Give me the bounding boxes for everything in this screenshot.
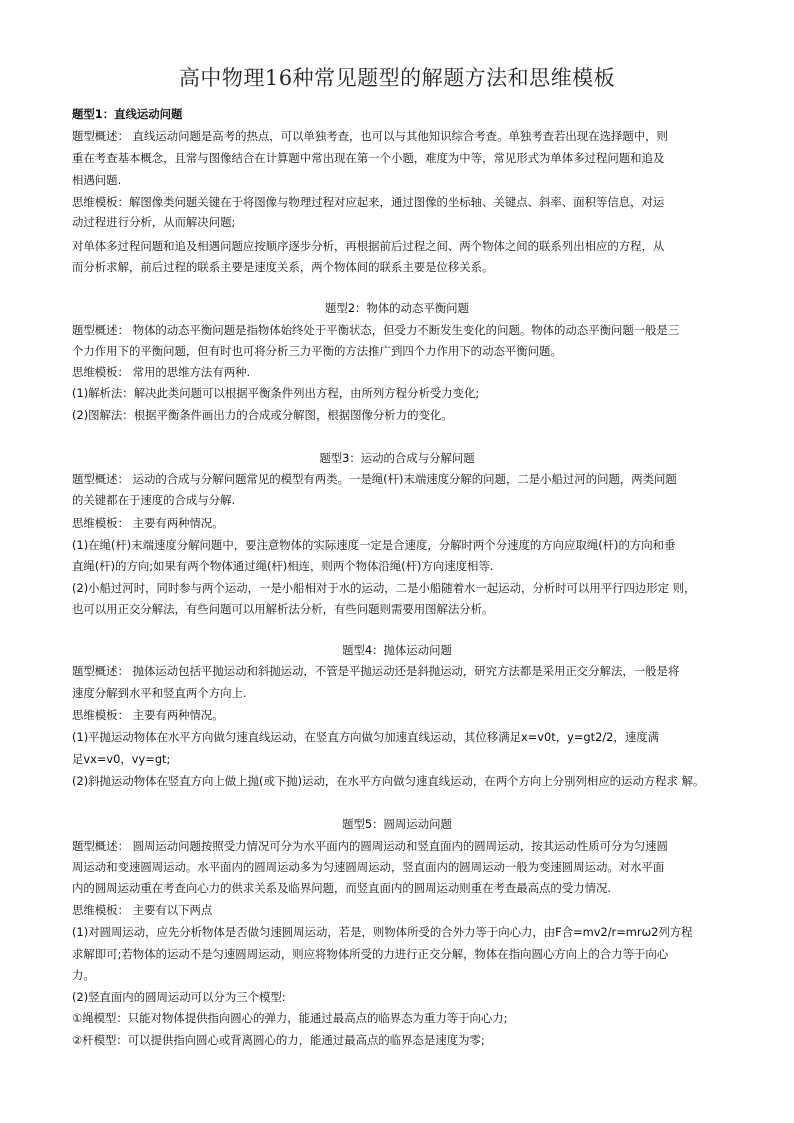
text-line: 思维模板：解图像类问题关键在于将图像与物理过程对应起来，通过图像的坐标轴、关键点、斜率、面积等信息，对运	[72, 195, 665, 209]
page-title: 高中物理16种常见题型的解题方法和思维模板	[178, 66, 616, 90]
text-line: ①绳模型：只能对物体提供指向圆心的弹力，能通过最高点的临界态为重力等于向心力;	[72, 1011, 508, 1025]
text-line: 周运动和变速圆周运动。水平面内的圆周运动多为匀速圆周运动，竖直面内的圆周运动一般为变速圆周运动。对水平面	[72, 860, 665, 874]
text-line: 内的圆周运动重在考查向心力的供求关系及临界问题，而竖直面内的圆周运动则重在考查最高点的受力情况.	[72, 881, 611, 895]
text-line: 动过程进行分析，从而解决问题;	[72, 215, 236, 229]
text-line: 也可以用正交分解法，有些问题可以用解析法分析，有些问题则需要用图解法分析。	[72, 602, 494, 616]
text-line: 相遇问题.	[72, 173, 122, 187]
text-line: ②杆模型：可以提供指向圆心或背离圆心的力，能通过最高点的临界态是速度为零;	[72, 1033, 485, 1047]
text-line: 直绳(杆)的方向;如果有两个物体通过绳(杆)相连，则两个物体沿绳(杆)方向速度相等.	[72, 559, 494, 573]
text-line: 题型概述： 抛体运动包括平抛运动和斜抛运动，不管是平抛运动还是斜抛运动，研究方法都是采用正交分解法，一般是将	[72, 664, 680, 678]
text-line: 题型概述： 物体的动态平衡问题是指物体始终处于平衡状态，但受力不断发生变化的问题。物体的动态平衡问题一般是三	[72, 323, 680, 337]
text-line: (2)竖直面内的圆周运动可以分为三个模型:	[72, 990, 286, 1004]
section-heading: 题型2：物体的动态平衡问题	[325, 301, 469, 315]
text-line: 思维模板： 主要有两种情况。	[72, 516, 224, 530]
text-line: 而分析求解，前后过程的联系主要是速度关系，两个物体间的联系主要是位移关系。	[72, 260, 494, 274]
text-line: 个力作用下的平衡问题，但有时也可将分析三力平衡的方法推广到四个力作用下的动态平衡问题。	[72, 344, 562, 358]
text-line: (2)小船过河时，同时参与两个运动，一是小船相对于水的运动，二是小船随着水一起运动，分析时可以用平行四边形定 则，	[72, 581, 696, 595]
section-heading: 题型5：圆周运动问题	[342, 817, 452, 831]
text-line: (2)斜抛运动物体在竖直方向上做上抛(或下抛)运动，在水平方向做匀速直线运动，在两个方向上分别列相应的运动方程求 解。	[72, 774, 705, 788]
text-line: 重在考查基本概念，且常与图像结合在计算题中常出现在第一个小题，难度为中等，常见形式为单体多过程问题和追及	[72, 151, 665, 165]
section-heading: 题型1：直线运动问题	[72, 107, 183, 121]
text-line: 的关键都在于速度的合成与分解.	[72, 493, 236, 507]
text-line: (1)解析法：解决此类问题可以根据平衡条件列出方程，由所列方程分析受力变化;	[72, 386, 480, 400]
text-line: 题型概述： 直线运动问题是高考的热点，可以单独考查，也可以与其他知识综合考查。单独考查若出现在选择题中，则	[72, 129, 668, 143]
text-line: 思维模板： 主要有两种情况。	[72, 708, 224, 722]
text-line: (2)图解法：根据平衡条件画出力的合成或分解图，根据图像分析力的变化。	[72, 408, 453, 422]
text-line: (1)平抛运动物体在水平方向做匀速直线运动，在竖直方向做匀加速直线运动，其位移满足x=v0t，y=gt2/2，速度满	[72, 730, 659, 744]
text-line: 题型概述： 运动的合成与分解问题常见的模型有两类。一是绳(杆)末端速度分解的问题，二是小船过河的问题，两类问题	[72, 472, 677, 486]
text-line: (1)对圆周运动，应先分析物体是否做匀速圆周运动，若是，则物体所受的合外力等于向心力，由F合=mv2/r=mrω2列方程	[72, 925, 693, 939]
text-line: 题型概述： 圆周运动问题按照受力情况可分为水平面内的圆周运动和竖直面内的圆周运动，按其运动性质可分为匀速圆	[72, 839, 668, 853]
text-line: 足vx=v0，vy=gt;	[72, 752, 171, 766]
text-line: 力。	[72, 968, 95, 982]
section-heading: 题型3：运动的合成与分解问题	[319, 451, 475, 465]
text-line: (1)在绳(杆)末端速度分解问题中，要注意物体的实际速度一定是合速度，分解时两个分速度的方向应取绳(杆)的方向和垂	[72, 538, 676, 552]
text-line: 速度分解到水平和竖直两个方向上.	[72, 686, 247, 700]
text-line: 求解即可;若物体的运动不是匀速圆周运动，则应将物体所受的力进行正交分解，物体在指向圆心方向上的合力等于向心	[72, 947, 669, 961]
text-line: 对单体多过程问题和追及相遇问题应按顺序逐步分析，再根据前后过程之间、两个物体之间的联系列出相应的方程，从	[72, 239, 665, 253]
section-heading: 题型4：抛体运动问题	[342, 643, 452, 657]
text-line: 思维模板： 主要有以下两点	[72, 903, 213, 917]
text-line: 思维模板： 常用的思维方法有两种.	[72, 365, 251, 379]
